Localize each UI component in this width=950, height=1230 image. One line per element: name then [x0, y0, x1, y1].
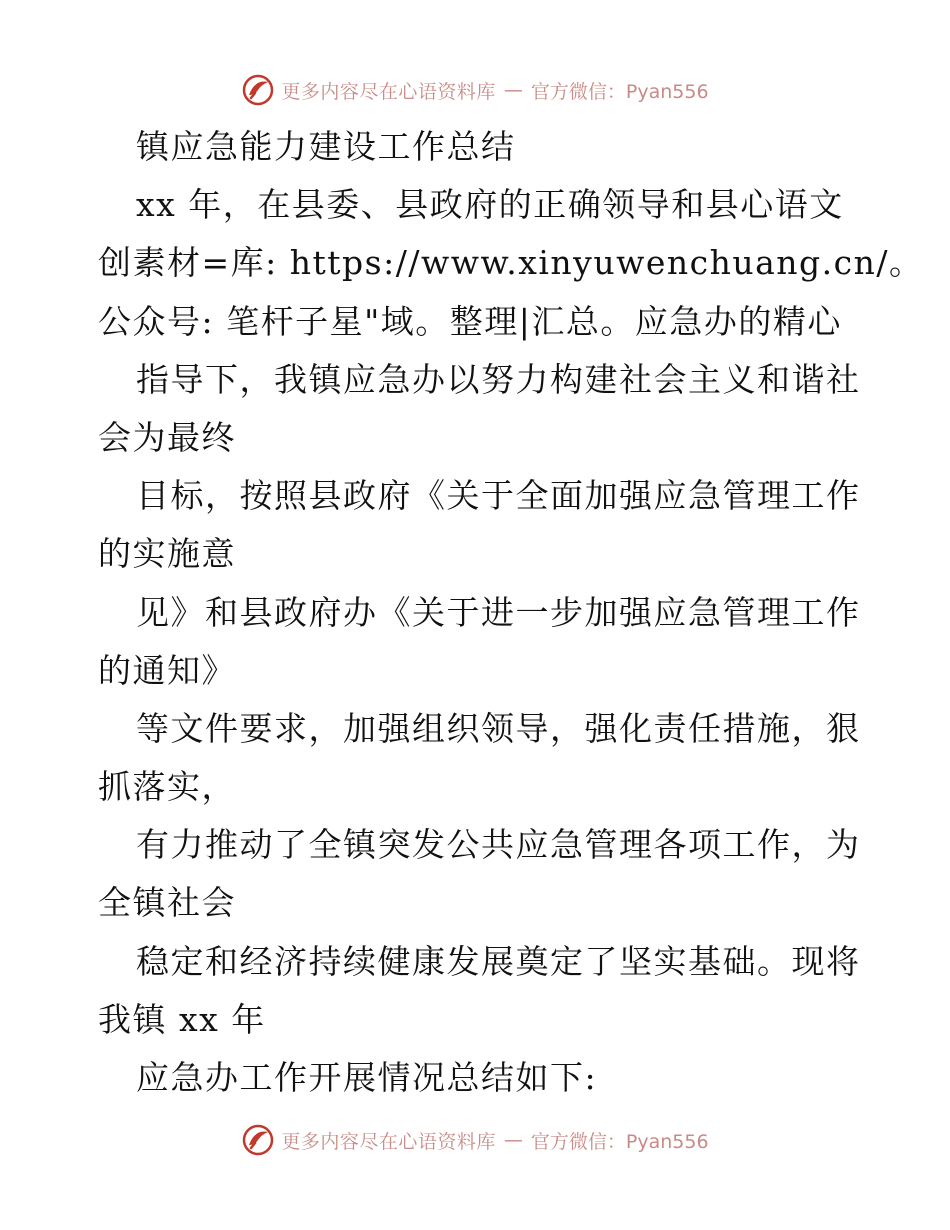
paragraph-line: 公众号: 笔杆子星"域。整理|汇总。应急办的精心 [98, 301, 842, 341]
paragraph-line: 抓落实， [98, 767, 236, 807]
document-body [98, 118, 924, 1107]
paragraph-line: 的通知》 [98, 650, 236, 690]
paragraph-line: 创素材=库: https://www.xinyuwenchuang.cn/。 [98, 243, 924, 283]
document-title: 镇应急能力建设工作总结 [136, 127, 516, 166]
banner-site-text: 更多内容尽在心语资料库 [281, 1130, 496, 1153]
paragraph-line: 会为最终 [98, 417, 236, 457]
paragraph-line: 有力推动了全镇突发公共应急管理各项工作，为 [136, 825, 861, 865]
banner-wechat-text: 官方微信：Pyan556 [530, 1130, 709, 1153]
paragraph-line: 我镇 xx 年 [98, 999, 266, 1039]
paragraph-line: 等文件要求，加强组织领导，强化责任措施，狠 [136, 708, 861, 748]
paragraph-line: 的实施意 [98, 534, 236, 574]
banner-wechat-text: 官方微信：Pyan556 [530, 80, 709, 103]
pen-nib-logo-icon [241, 1123, 275, 1157]
banner-dash: — [503, 79, 523, 101]
paragraph-line: 全镇社会 [98, 883, 236, 923]
paragraph-line: 目标，按照县政府《关于全面加强应急管理工作 [136, 476, 861, 516]
footer-banner [0, 1120, 950, 1160]
paragraph-line: 指导下，我镇应急办以努力构建社会主义和谐社 [136, 359, 861, 399]
paragraph-line: 应急办工作开展情况总结如下: [136, 1058, 598, 1097]
pen-nib-logo-icon [241, 73, 275, 107]
header-banner [0, 70, 950, 110]
paragraph-line: 稳定和经济持续健康发展奠定了坚实基础。现将 [136, 941, 861, 981]
banner-dash: — [503, 1129, 523, 1151]
paragraph-line: 见》和县政府办《关于进一步加强应急管理工作 [136, 592, 861, 632]
paragraph-line: xx 年，在县委、县政府的正确领导和县心语文 [136, 185, 844, 225]
banner-site-text: 更多内容尽在心语资料库 [281, 80, 496, 103]
